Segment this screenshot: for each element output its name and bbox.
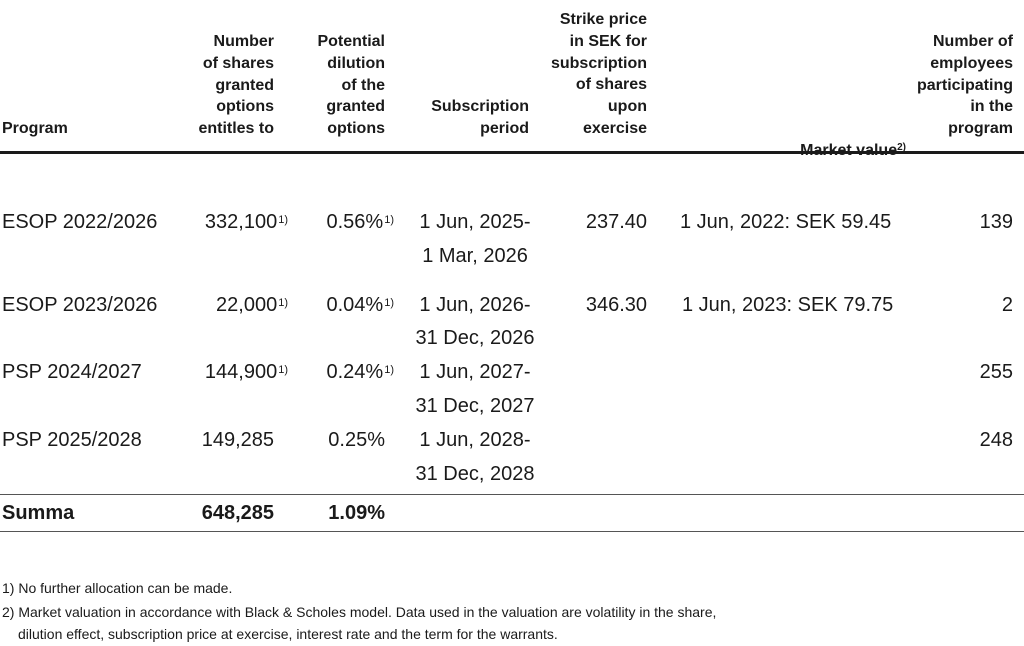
row1-strike: 237.40 (585, 211, 647, 233)
total-bottom-rule (0, 531, 1024, 532)
row3-dilution-value: 0.24% (326, 361, 384, 383)
row1-market: 1 Jun, 2022: SEK 59.45 (680, 211, 892, 233)
row4-dilution (328, 424, 385, 457)
row3-period-end: 31 Dec, 2027 (415, 395, 535, 417)
footnote-1: 1) No further allocation can be made. (2, 580, 233, 596)
row1-dilution-value: 0.56% (326, 211, 384, 233)
row1-period-start: 1 Jun, 2025- (419, 211, 531, 233)
row1-employees: 139 (979, 211, 1013, 233)
header-market (800, 118, 906, 162)
row4-dilution-value: 0.25% (328, 429, 385, 451)
row1-shares (205, 206, 288, 239)
row1-shares-value: 332,100 (204, 211, 278, 233)
row3-dilution (327, 356, 395, 389)
row1-period-end: 1 Mar, 2026 (422, 245, 528, 267)
header-strike: Strike price in SEK for subscription of shares upon exercise (550, 11, 647, 137)
row3-shares (205, 356, 288, 389)
row1-dilution (327, 206, 395, 239)
row3-program: PSP 2024/2027 (2, 361, 142, 383)
row2-dilution (327, 289, 395, 322)
row3-employees: 255 (979, 361, 1013, 383)
row2-program: ESOP 2023/2026 (2, 294, 158, 316)
total-top-rule (0, 494, 1024, 495)
row2-shares (216, 289, 288, 322)
row2-shares-value: 22,000 (216, 294, 278, 316)
total-dilution: 1.09% (328, 502, 385, 524)
row4-employees: 248 (979, 429, 1013, 451)
header-program: Program (2, 120, 68, 137)
row2-period-end: 31 Dec, 2026 (415, 327, 535, 349)
header-shares: Number of shares granted options entitles to (198, 33, 274, 138)
row2-employees: 2 (1001, 294, 1013, 316)
row2-period-start: 1 Jun, 2026- (419, 294, 531, 316)
row4-period-start: 1 Jun, 2028- (419, 429, 531, 451)
row4-program: PSP 2025/2028 (2, 429, 142, 451)
row4-period-end: 31 Dec, 2028 (415, 463, 535, 485)
row3-shares-value: 144,900 (204, 361, 278, 383)
row2-dilution-value: 0.04% (326, 294, 384, 316)
header-market-label: Market value (800, 141, 898, 159)
row3-shares-footnote: 1) (278, 364, 288, 376)
row2-shares-footnote: 1) (278, 297, 288, 309)
row2-strike: 346.30 (585, 294, 647, 316)
row1-shares-footnote: 1) (278, 214, 288, 226)
row1-program: ESOP 2022/2026 (2, 211, 158, 233)
row2-dilution-footnote: 1) (384, 297, 394, 309)
row4-shares-value: 149,285 (201, 429, 274, 451)
row3-dilution-footnote: 1) (384, 364, 394, 376)
header-dilution: Potential dilution of the granted options (317, 33, 385, 138)
row4-shares (202, 424, 274, 457)
row1-dilution-footnote: 1) (384, 214, 394, 226)
header-employees: Number of employees participating in the program (916, 33, 1013, 138)
row3-period-start: 1 Jun, 2027- (419, 361, 531, 383)
header-period: Subscription period (431, 98, 529, 137)
row2-market: 1 Jun, 2023: SEK 79.75 (682, 294, 894, 316)
total-shares: 648,285 (201, 502, 274, 524)
header-rule (0, 151, 1024, 154)
footnote-2-line-2: dilution effect, subscription price at exercise, interest rate and the term for the warrants. (18, 626, 558, 642)
header-market-footnote: 2) (897, 141, 906, 153)
footnote-2-line-1: 2) Market valuation in accordance with Black & Scholes model. Data used in the valuation are volatility in the share, (2, 604, 717, 620)
total-label: Summa (2, 502, 75, 524)
